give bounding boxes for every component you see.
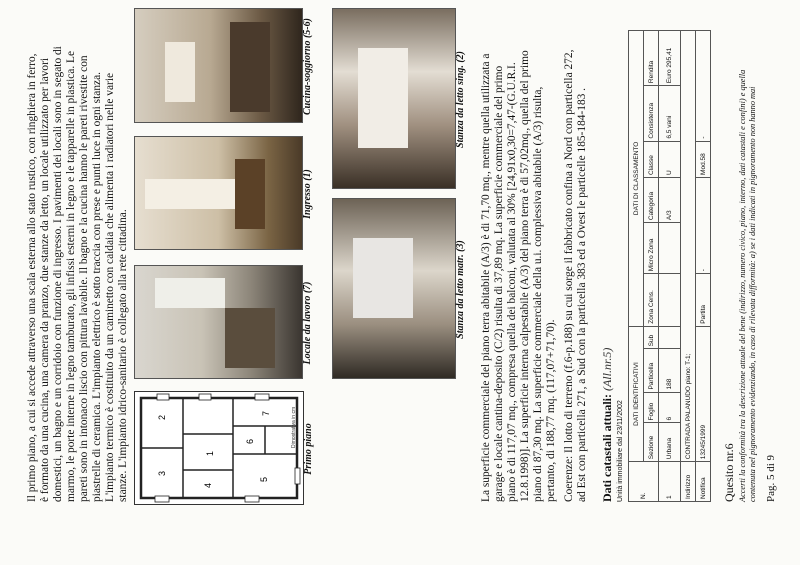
caption-stanza-sing: Stanza da letto sing. (2) [455, 51, 466, 148]
col-micro: Micro Zona [644, 223, 659, 274]
indirizzo-label: Indirizzo [681, 462, 696, 502]
intro-line: pareti sono in intonaco liscio con pittura lavabile. Il bagno e la cucina hanno le pareti rivestite con [78, 55, 90, 502]
cell-rendita: Euro 295,41 [659, 31, 681, 86]
header-ident: DATI IDENTIFICATIVI [629, 326, 644, 461]
coerenze-line: ad Est con particella 271, a Sud con la particella 383 ed a Ovest le particelle 185-184-183 . [576, 87, 588, 502]
cell-categoria: A/3 [659, 177, 681, 222]
intro-line: stanze. L'impianto idrico-sanitario è collegato alla rete cittadina. [117, 209, 129, 502]
superficie-line: pertanto, di 188,77 mq. (117,07+71,70). [545, 319, 557, 502]
intro-line: piastrelle di ceramica. L'impianto elettrico è sotto traccia con prese e punti luce in ogni stanza. [91, 72, 103, 502]
plan-scale-note: Dimostrativa in cm [291, 406, 297, 448]
plan-caption: Primo piano [303, 423, 314, 475]
room-label-2: 2 [157, 414, 167, 420]
catasto-title: Dati catastali attuali: [600, 394, 614, 502]
room-label-5: 5 [259, 476, 269, 482]
col-sezione: Sezione [644, 423, 659, 462]
cell-zona [659, 274, 681, 327]
coerenze-line: Coerenze: Il lotto di terreno (f.6-p.188) su cui sorge il fabbricato confina a Nord con particella 272, [563, 49, 575, 502]
intro-line: è formato da una cucina, una camera da pranzo, due stanze da letto, un locale utilizzato per lavori [39, 57, 51, 502]
room-label-4: 4 [203, 482, 213, 488]
caption-ingresso: Ingresso (1) [302, 169, 313, 219]
photo-locale-lavoro [134, 265, 303, 379]
room-label-1: 1 [205, 450, 215, 456]
floor-plan-drawing [135, 392, 303, 504]
photo-ingresso [134, 136, 303, 250]
superficie-line: garage e locale cantina-deposito (C/2) risulta di 37,89 mq. La superficie commerciale del primo [493, 65, 505, 502]
cell-foglio: 6 [659, 392, 681, 423]
cell-sub [659, 326, 681, 349]
superficie-paragraph [480, 30, 558, 502]
catasto-unit: Unità immobiliare dal 23/11/2002 [617, 400, 624, 502]
cell-consistenza: 6,5 vani [659, 86, 681, 142]
cell-particella: 188 [659, 349, 681, 392]
quesito-line: contenuta nel pignoramento evidenziando, in caso di rilevata difformità: a) se i dati indicati in pignoramento non hanno mai [748, 86, 757, 502]
catasto-ref: (All.nr.5) [600, 347, 614, 392]
superficie-line: piano è di 117,07 mq., compresa quella dei balconi, valutata al 30% [24,91x0,30=7,47-(G.U.R.I. [506, 62, 518, 502]
intro-line: L'impianto termico è costituito da un caminetto con caldaia che alimenta i radiatori nelle varie [104, 72, 116, 502]
cell-micro [659, 223, 681, 274]
partita-value: - [696, 177, 711, 273]
col-categoria: Categoria [644, 177, 659, 222]
quesito-text [738, 30, 758, 502]
superficie-line: 12.8.1998)]. La superficie interna calpestabile (A/3) del piano terra è di 57,02mq., quella del primo [519, 50, 531, 502]
superficie-line: piano di 87,30 mq. La superficie commerciale della u.i. complessiva abitabile (A/3) risulta, [532, 86, 544, 502]
superficie-line: La superficie commerciale del piano terra abitabile (A/3) è di 71,70 mq., mentre quella utilizzata a [480, 53, 492, 502]
col-foglio: Foglio [644, 392, 659, 423]
cell-classe: U [659, 141, 681, 177]
quesito-title: Quesito nr.6 [722, 443, 736, 502]
quesito-line: Accerti la conformità tra la descrizione attuale del bene (indirizzo, numero civico, piano, interno, dati catastali e confini) e quella [738, 69, 747, 502]
catasto-heading [600, 348, 615, 502]
partita-label: Partita [696, 274, 711, 327]
col-zona: Zona Cens. [644, 274, 659, 327]
caption-locale-lavoro: Locale da lavoro (7) [302, 281, 313, 365]
coerenze-paragraph [563, 30, 589, 502]
col-consistenza: Consistenza [644, 86, 659, 142]
page-number: Pag. 5 di 9 [765, 454, 777, 502]
notifica-label: Notifica [696, 462, 711, 502]
photo-cucina-soggiorno [134, 8, 303, 123]
room-label-3: 3 [157, 470, 167, 476]
indirizzo-value: CONTRADA PALANUDO piano: T-1; [681, 31, 696, 462]
intro-line: Il primo piano, a cui si accede attraverso una scala esterna allo stato rustico, con ringhiera in ferro, [26, 53, 38, 502]
cell-n: 1 [659, 462, 681, 502]
intro-paragraph [26, 30, 130, 502]
col-rendita: Rendita [644, 31, 659, 86]
floor-plan [134, 391, 304, 505]
catasto-table [628, 30, 711, 502]
photo-stanza-sing [332, 8, 456, 189]
col-n: N. [629, 462, 659, 502]
room-label-7: 7 [261, 410, 271, 416]
col-classe: Classe [644, 141, 659, 177]
col-sub: Sub [644, 326, 659, 349]
mod-label: Mod.58 [696, 141, 711, 177]
header-class: DATI DI CLASSAMENTO [629, 31, 644, 327]
mod-value: - [696, 31, 711, 142]
cell-sezione: Urbana [659, 423, 681, 462]
notifica-value: 13245/1999 [696, 326, 711, 461]
caption-stanza-matr: Stanza da letto matr. (3) [455, 240, 466, 339]
caption-cucina: Cucina-soggiorno (5-6) [302, 18, 313, 115]
intro-line: marmo, le porte interne in legno tamburato, gli infissi esterni in legno e le tapparelle in plastica. Le [65, 50, 77, 502]
col-particella: Particella [644, 349, 659, 392]
room-label-6: 6 [245, 438, 255, 444]
intro-line: domestici, un bagno e un corridoio con funzione di ingresso. I pavimenti dei locali sono in segato di [52, 46, 64, 502]
photo-stanza-matr [332, 198, 456, 379]
